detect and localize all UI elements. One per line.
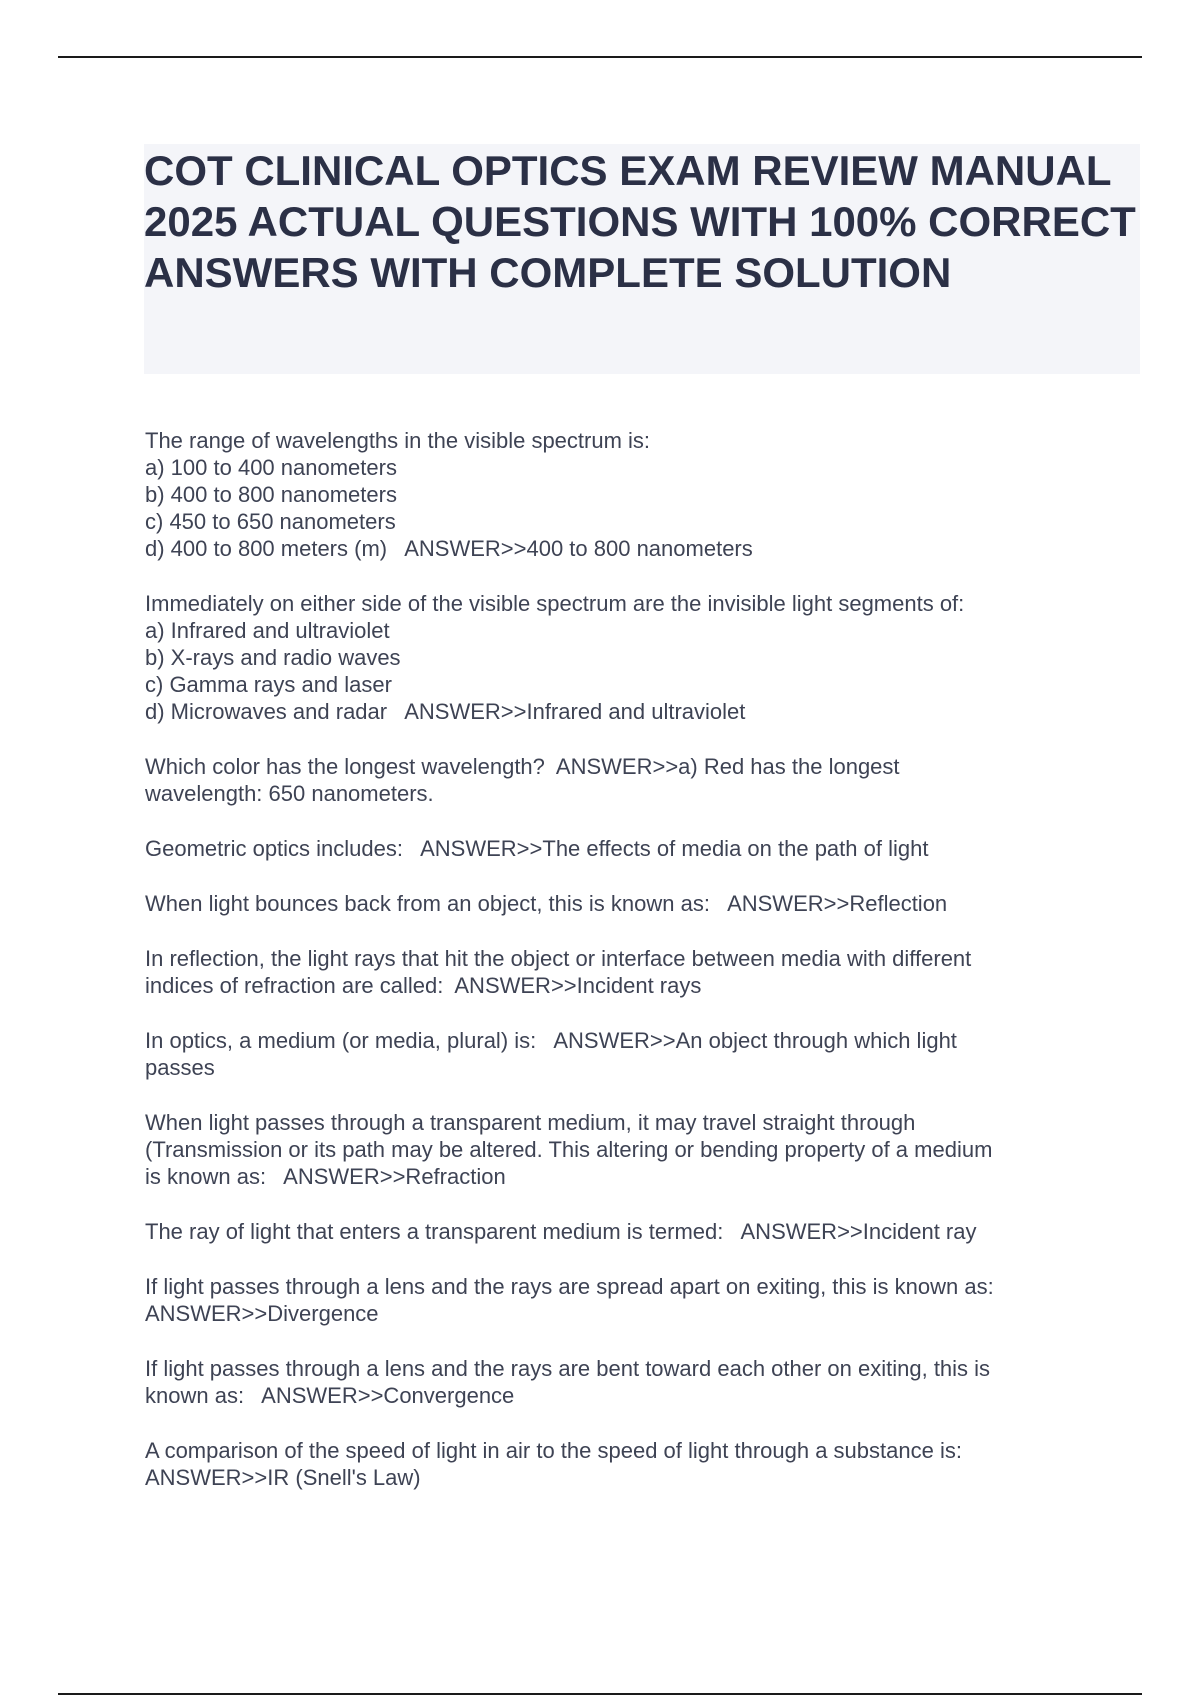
question-line: In optics, a medium (or media, plural) is: ANSWER>>An object through which light [145, 1028, 957, 1053]
question-line: d) Microwaves and radar ANSWER>>Infrared and ultraviolet [145, 699, 746, 724]
question-line: wavelength: 650 nanometers. [145, 781, 434, 806]
question-line: If light passes through a lens and the rays are spread apart on exiting, this is known as: [145, 1274, 994, 1299]
question-block [145, 1109, 1145, 1190]
question-list [145, 427, 1145, 1519]
question-line: is known as: ANSWER>>Refraction [145, 1164, 506, 1189]
question-line: In reflection, the light rays that hit the object or interface between media with different [145, 946, 972, 971]
question-block [145, 590, 1145, 725]
question-block [145, 1273, 1145, 1327]
question-block [145, 1218, 1145, 1245]
question-line: b) X-rays and radio waves [145, 645, 401, 670]
question-line: known as: ANSWER>>Convergence [145, 1383, 515, 1408]
question-block [145, 1355, 1145, 1409]
question-line: Which color has the longest wavelength? ANSWER>>a) Red has the longest [145, 754, 900, 779]
top-rule [58, 56, 1142, 58]
question-line: When light bounces back from an object, this is known as: ANSWER>>Reflection [145, 891, 948, 916]
question-line: a) 100 to 400 nanometers [145, 455, 397, 480]
question-line: (Transmission or its path may be altered. This altering or bending property of a medium [145, 1137, 993, 1162]
question-line: When light passes through a transparent medium, it may travel straight through [145, 1110, 916, 1135]
question-block [145, 753, 1145, 807]
document-title: COT CLINICAL OPTICS EXAM REVIEW MANUAL 2025 ACTUAL QUESTIONS WITH 100% CORRECT ANSWERS WITH COMPLETE SOLUTION [144, 147, 1136, 296]
question-block [145, 1027, 1145, 1081]
title-block [144, 144, 1140, 374]
question-line: The range of wavelengths in the visible spectrum is: [145, 428, 651, 453]
question-line: ANSWER>>IR (Snell's Law) [145, 1465, 421, 1490]
question-line: c) 450 to 650 nanometers [145, 509, 396, 534]
question-block [145, 427, 1145, 562]
question-line: d) 400 to 800 meters (m) ANSWER>>400 to 800 nanometers [145, 536, 753, 561]
question-line: The ray of light that enters a transparent medium is termed: ANSWER>>Incident ray [145, 1219, 977, 1244]
bottom-rule [58, 1693, 1142, 1695]
question-line: b) 400 to 800 nanometers [145, 482, 397, 507]
question-block [145, 945, 1145, 999]
question-line: If light passes through a lens and the rays are bent toward each other on exiting, this is [145, 1356, 991, 1381]
question-line: passes [145, 1055, 215, 1080]
question-block [145, 1437, 1145, 1491]
question-line: a) Infrared and ultraviolet [145, 618, 390, 643]
question-line: ANSWER>>Divergence [145, 1301, 379, 1326]
question-line: Geometric optics includes: ANSWER>>The effects of media on the path of light [145, 836, 929, 861]
question-line: A comparison of the speed of light in air to the speed of light through a substance is: [145, 1438, 962, 1463]
question-block [145, 890, 1145, 917]
question-line: indices of refraction are called: ANSWER>>Incident rays [145, 973, 702, 998]
question-line: Immediately on either side of the visible spectrum are the invisible light segments of: [145, 591, 965, 616]
question-line: c) Gamma rays and laser [145, 672, 392, 697]
question-block [145, 835, 1145, 862]
